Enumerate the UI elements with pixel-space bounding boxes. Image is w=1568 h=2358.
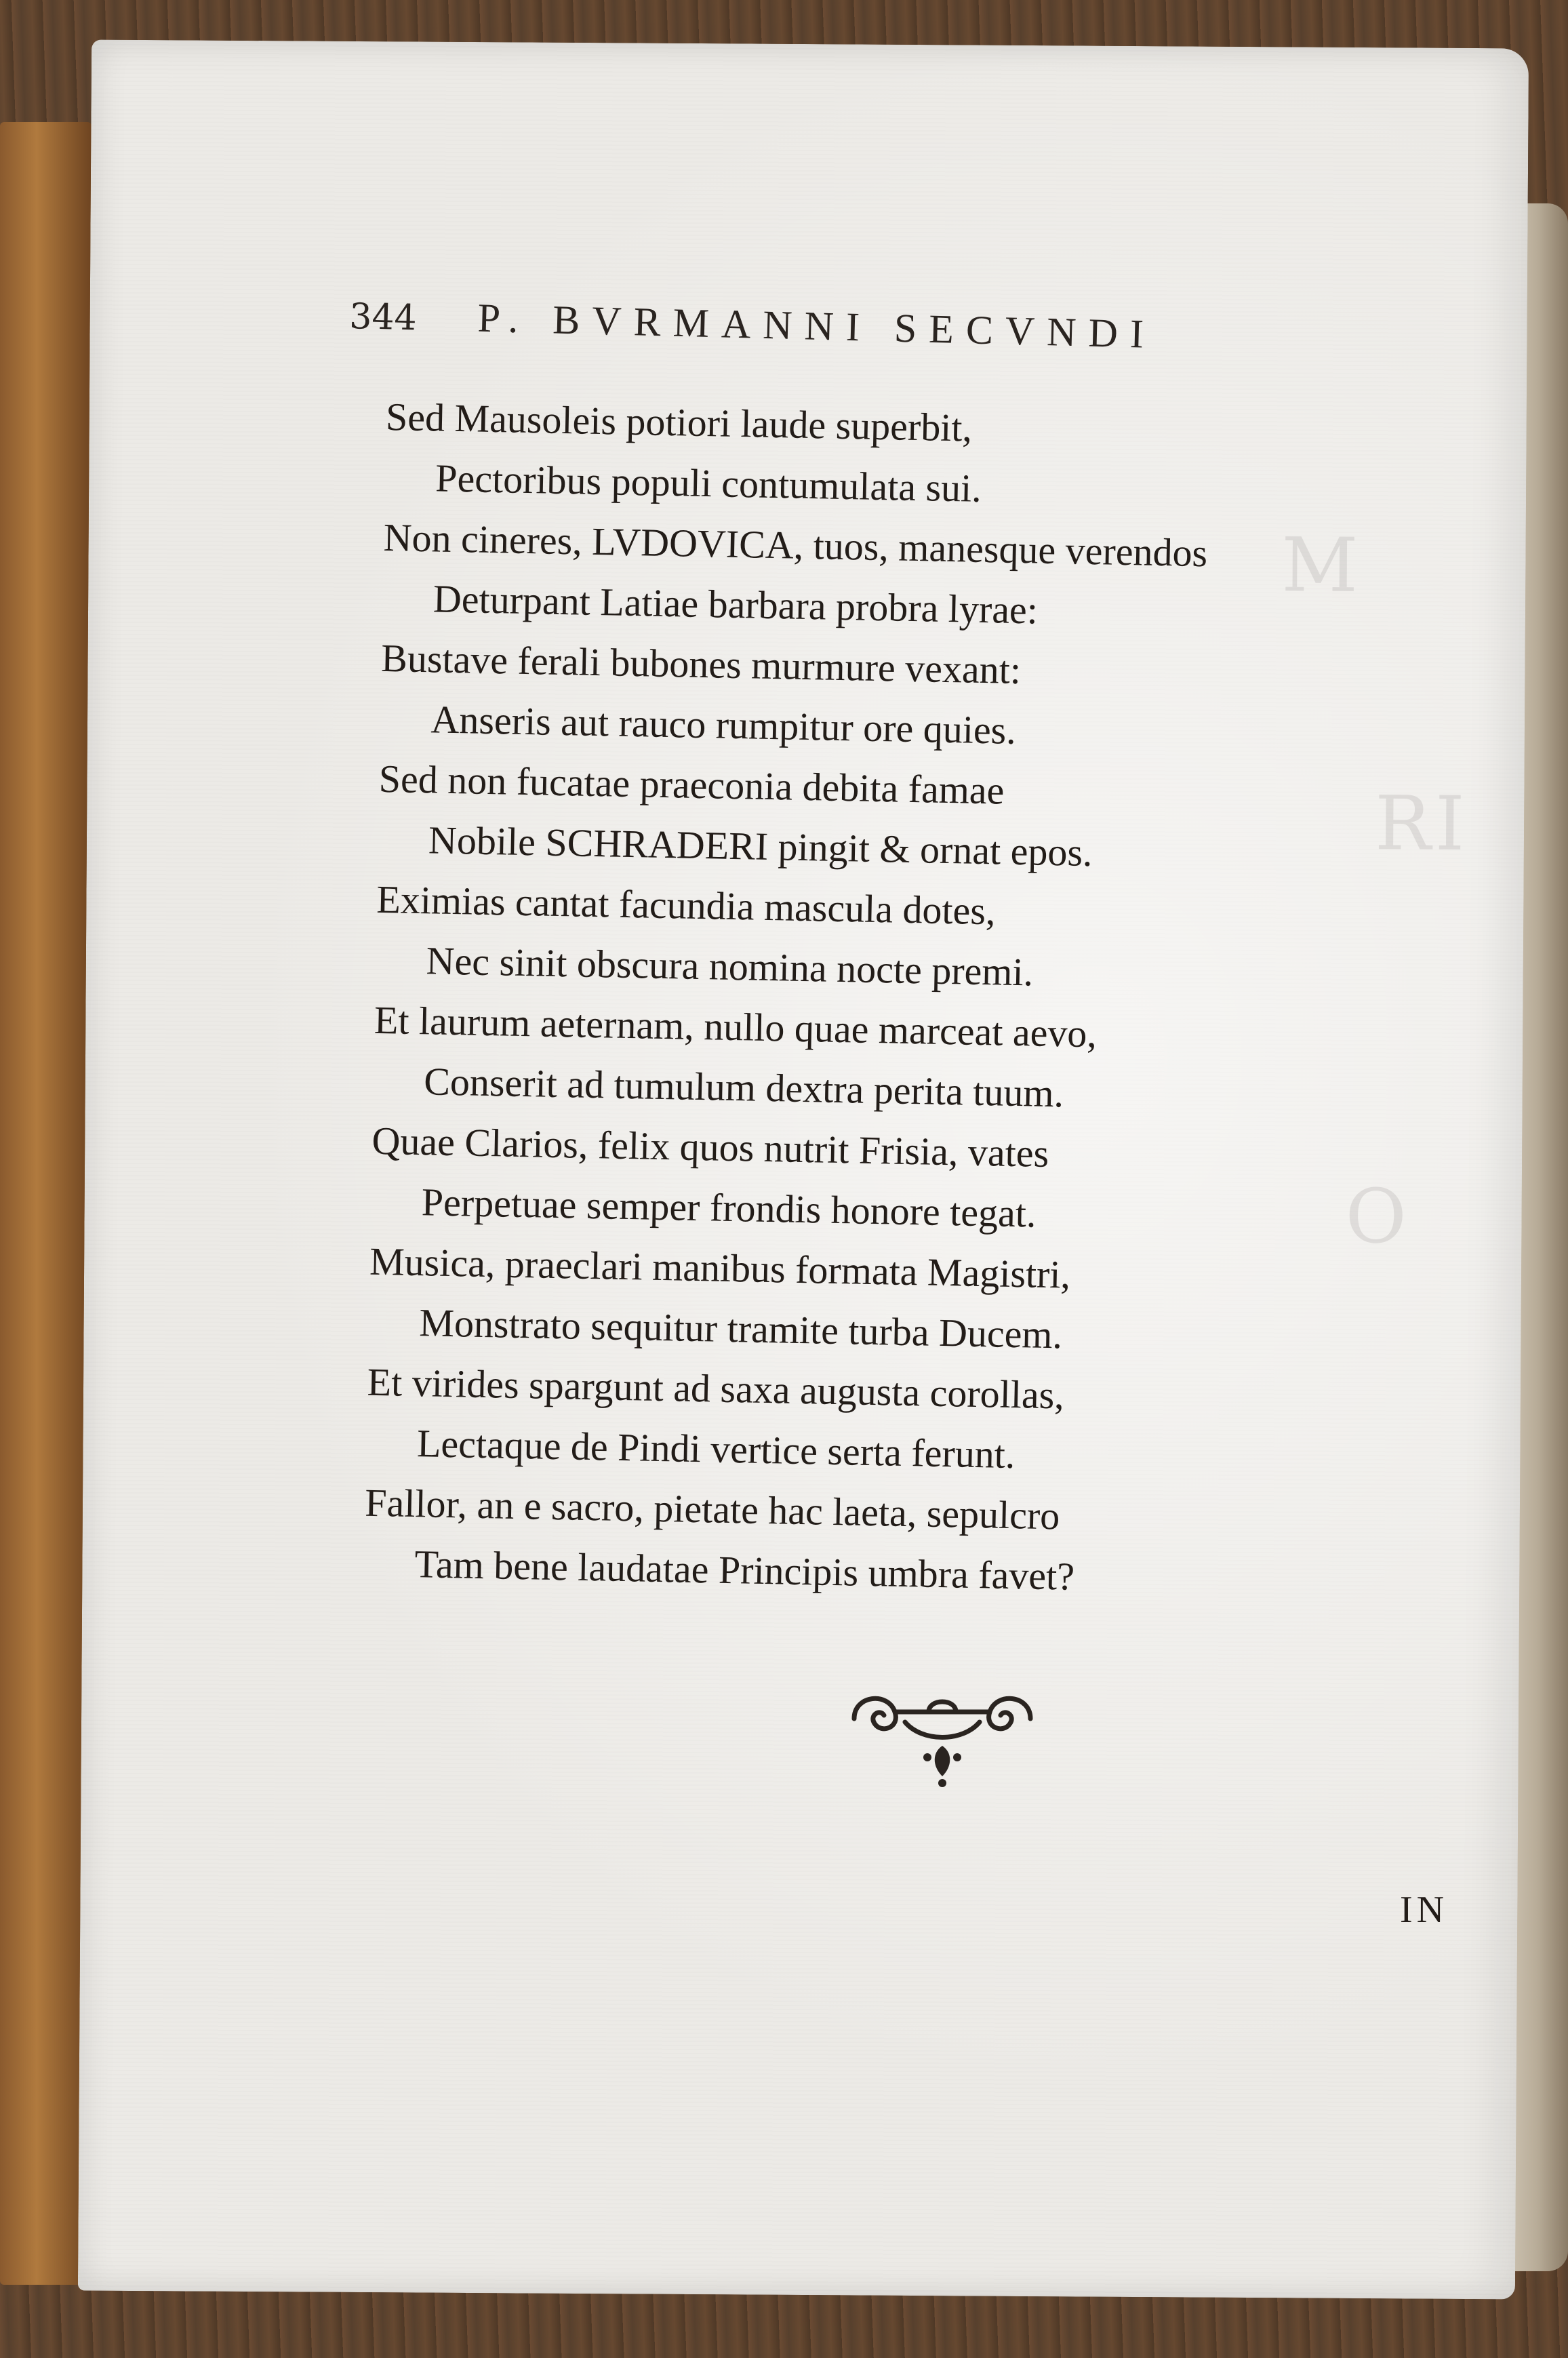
poem-line: Conserit ad tumulum dextra perita tuum. bbox=[423, 1059, 1064, 1116]
poem-line: Monstrato sequitur tramite turba Ducem. bbox=[418, 1300, 1063, 1357]
poem-line: Nobile SCHRADERI pingit & ornat epos. bbox=[428, 818, 1093, 875]
poem-line: Anseris aut rauco rumpitur ore quies. bbox=[430, 697, 1017, 753]
poem-line: Musica, praeclari manibus formata Magistri, bbox=[369, 1239, 1071, 1297]
poem-line: Quae Clarios, felix quos nutrit Frisia, vates bbox=[371, 1118, 1049, 1176]
poem-line: Sed non fucatae praeconia debita famae bbox=[378, 756, 1005, 813]
show-through-text: M bbox=[1281, 521, 1363, 610]
poem-line: Bustave ferali bubones murmure vexant: bbox=[380, 635, 1022, 693]
poem-line: Tam bene laudatae Principis umbra favet? bbox=[414, 1542, 1075, 1599]
poem-line: Deturpant Latiae barbara probra lyrae: bbox=[433, 576, 1039, 633]
poem-line: Lectaque de Pindi vertice serta ferunt. bbox=[416, 1421, 1016, 1477]
show-through-text: O bbox=[1345, 1172, 1411, 1260]
printer-ornament-icon bbox=[841, 1681, 1044, 1790]
poem-line: Et laurum aeternam, nullo quae marceat aevo, bbox=[374, 997, 1098, 1056]
poem-line: Non cineres, LVDOVICA, tuos, manesque verendos bbox=[383, 515, 1208, 576]
poem-body bbox=[363, 386, 1471, 1614]
poem-line: Eximias cantat facundia mascula dotes, bbox=[376, 877, 997, 934]
poem-line: Et virides spargunt ad saxa augusta corollas, bbox=[367, 1359, 1065, 1418]
poem-line: Fallor, an e sacro, pietate hac laeta, sepulcro bbox=[364, 1480, 1060, 1538]
poem-line: Sed Mausoleis potiori laude superbit, bbox=[385, 394, 973, 450]
poem-line: Pectoribus populi contumulata sui. bbox=[435, 456, 982, 511]
running-head-title: P. BVRMANNI SECVNDI bbox=[477, 295, 1157, 357]
show-through-text: RI bbox=[1374, 780, 1469, 867]
catchword: IN bbox=[1400, 1889, 1449, 1931]
poem-line: Perpetuae semper frondis honore tegat. bbox=[421, 1180, 1037, 1236]
poem-line: Nec sinit obscura nomina nocte premi. bbox=[426, 938, 1034, 995]
book-fore-edge-left bbox=[0, 122, 92, 2285]
page-number: 344 bbox=[348, 296, 418, 339]
